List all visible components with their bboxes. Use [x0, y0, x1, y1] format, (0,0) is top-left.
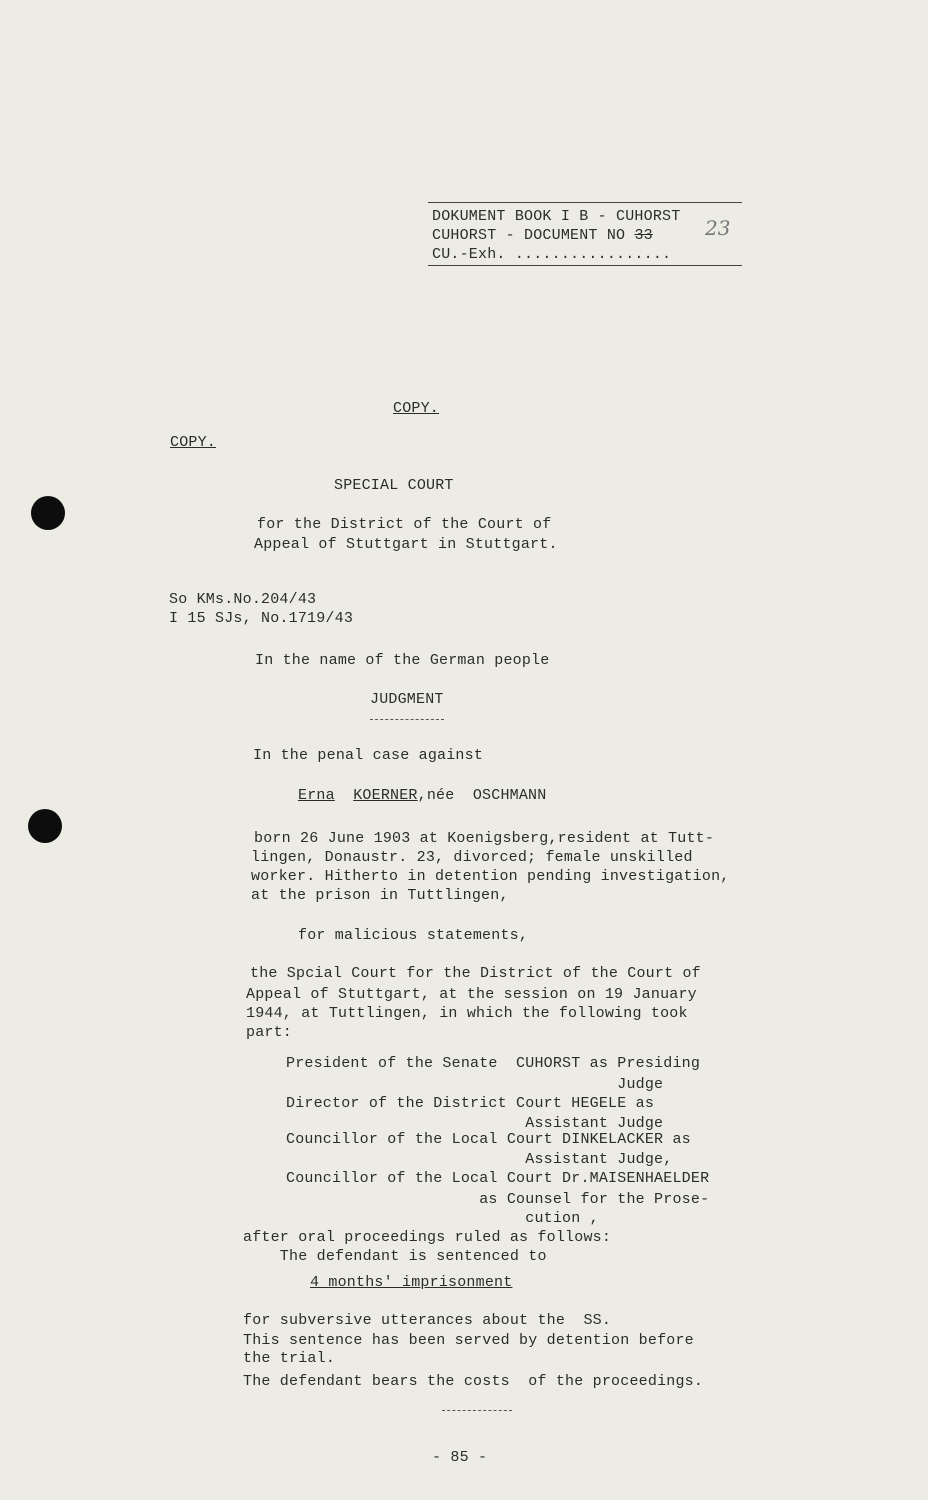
bio-line-2: lingen, Donaustr. 23, divorced; female unskilled	[251, 849, 693, 866]
in-the-name-line: In the name of the German people	[255, 652, 550, 669]
punch-hole-top	[31, 496, 65, 530]
participant-line-7: Councillor of the Local Court Dr.MAISENHAELDER	[286, 1170, 710, 1187]
closing-line-4: The defendant bears the costs of the proceedings.	[243, 1373, 704, 1390]
copy-heading-left: COPY.	[170, 434, 217, 451]
court-para-line-1: the Spcial Court for the District of the Court of	[250, 965, 701, 982]
handwritten-doc-number: 23	[705, 216, 731, 240]
participant-line-2: Judge	[286, 1076, 664, 1093]
defendant-name: Erna KOERNER,née OSCHMANN	[298, 787, 547, 804]
closing-line-3: the trial.	[243, 1350, 336, 1367]
charge-line: for malicious statements,	[298, 927, 529, 944]
participant-line-4: Assistant Judge	[286, 1115, 664, 1132]
participant-line-6: Assistant Judge,	[286, 1151, 673, 1168]
closing-divider	[442, 1410, 512, 1411]
judgment-heading: JUDGMENT	[370, 691, 444, 708]
page-number: - 85 -	[432, 1449, 488, 1466]
header-line-2: CUHORST - DOCUMENT NO 33	[432, 227, 653, 244]
court-para-line-2: Appeal of Stuttgart, at the session on 19 January	[246, 986, 697, 1003]
closing-line-2: This sentence has been served by detention before	[243, 1332, 694, 1349]
participant-line-1: President of the Senate CUHORST as Presiding	[286, 1055, 701, 1072]
sentence-line: 4 months' imprisonment	[310, 1274, 513, 1291]
court-line-2: Appeal of Stuttgart in Stuttgart.	[254, 536, 558, 553]
court-para-line-4: part:	[246, 1024, 293, 1041]
bio-line-3: worker. Hitherto in detention pending investigation,	[251, 868, 730, 885]
ruling-line-2: The defendant is sentenced to	[243, 1248, 547, 1265]
closing-line-1: for subversive utterances about the SS.	[243, 1312, 612, 1329]
punch-hole-bottom	[28, 809, 62, 843]
participant-line-3: Director of the District Court HEGELE as	[286, 1095, 655, 1112]
bio-line-4: at the prison in Tuttlingen,	[251, 887, 509, 904]
court-line-1: for the District of the Court of	[257, 516, 552, 533]
participant-line-9: cution ,	[286, 1210, 599, 1227]
court-para-line-3: 1944, at Tuttlingen, in which the following took	[246, 1005, 688, 1022]
copy-heading-center: COPY.	[393, 400, 440, 417]
penal-case-line: In the penal case against	[253, 747, 484, 764]
bio-line-1: born 26 June 1903 at Koenigsberg,resident at Tutt-	[254, 830, 715, 847]
header-top-rule	[428, 202, 742, 203]
judgment-divider	[370, 719, 444, 720]
header-line-3: CU.-Exh. .................	[432, 246, 672, 263]
case-reference-2: I 15 SJs, No.1719/43	[169, 610, 354, 627]
court-title: SPECIAL COURT	[334, 477, 454, 494]
participant-line-8: as Counsel for the Prose-	[286, 1191, 710, 1208]
ruling-line-1: after oral proceedings ruled as follows:	[243, 1229, 612, 1246]
participant-line-5: Councillor of the Local Court DINKELACKER as	[286, 1131, 691, 1148]
header-line-1: DOKUMENT BOOK I B - CUHORST	[432, 208, 681, 225]
case-reference-1: So KMs.No.204/43	[169, 591, 317, 608]
header-bottom-rule	[428, 265, 742, 266]
struck-doc-number: 33	[634, 227, 653, 244]
